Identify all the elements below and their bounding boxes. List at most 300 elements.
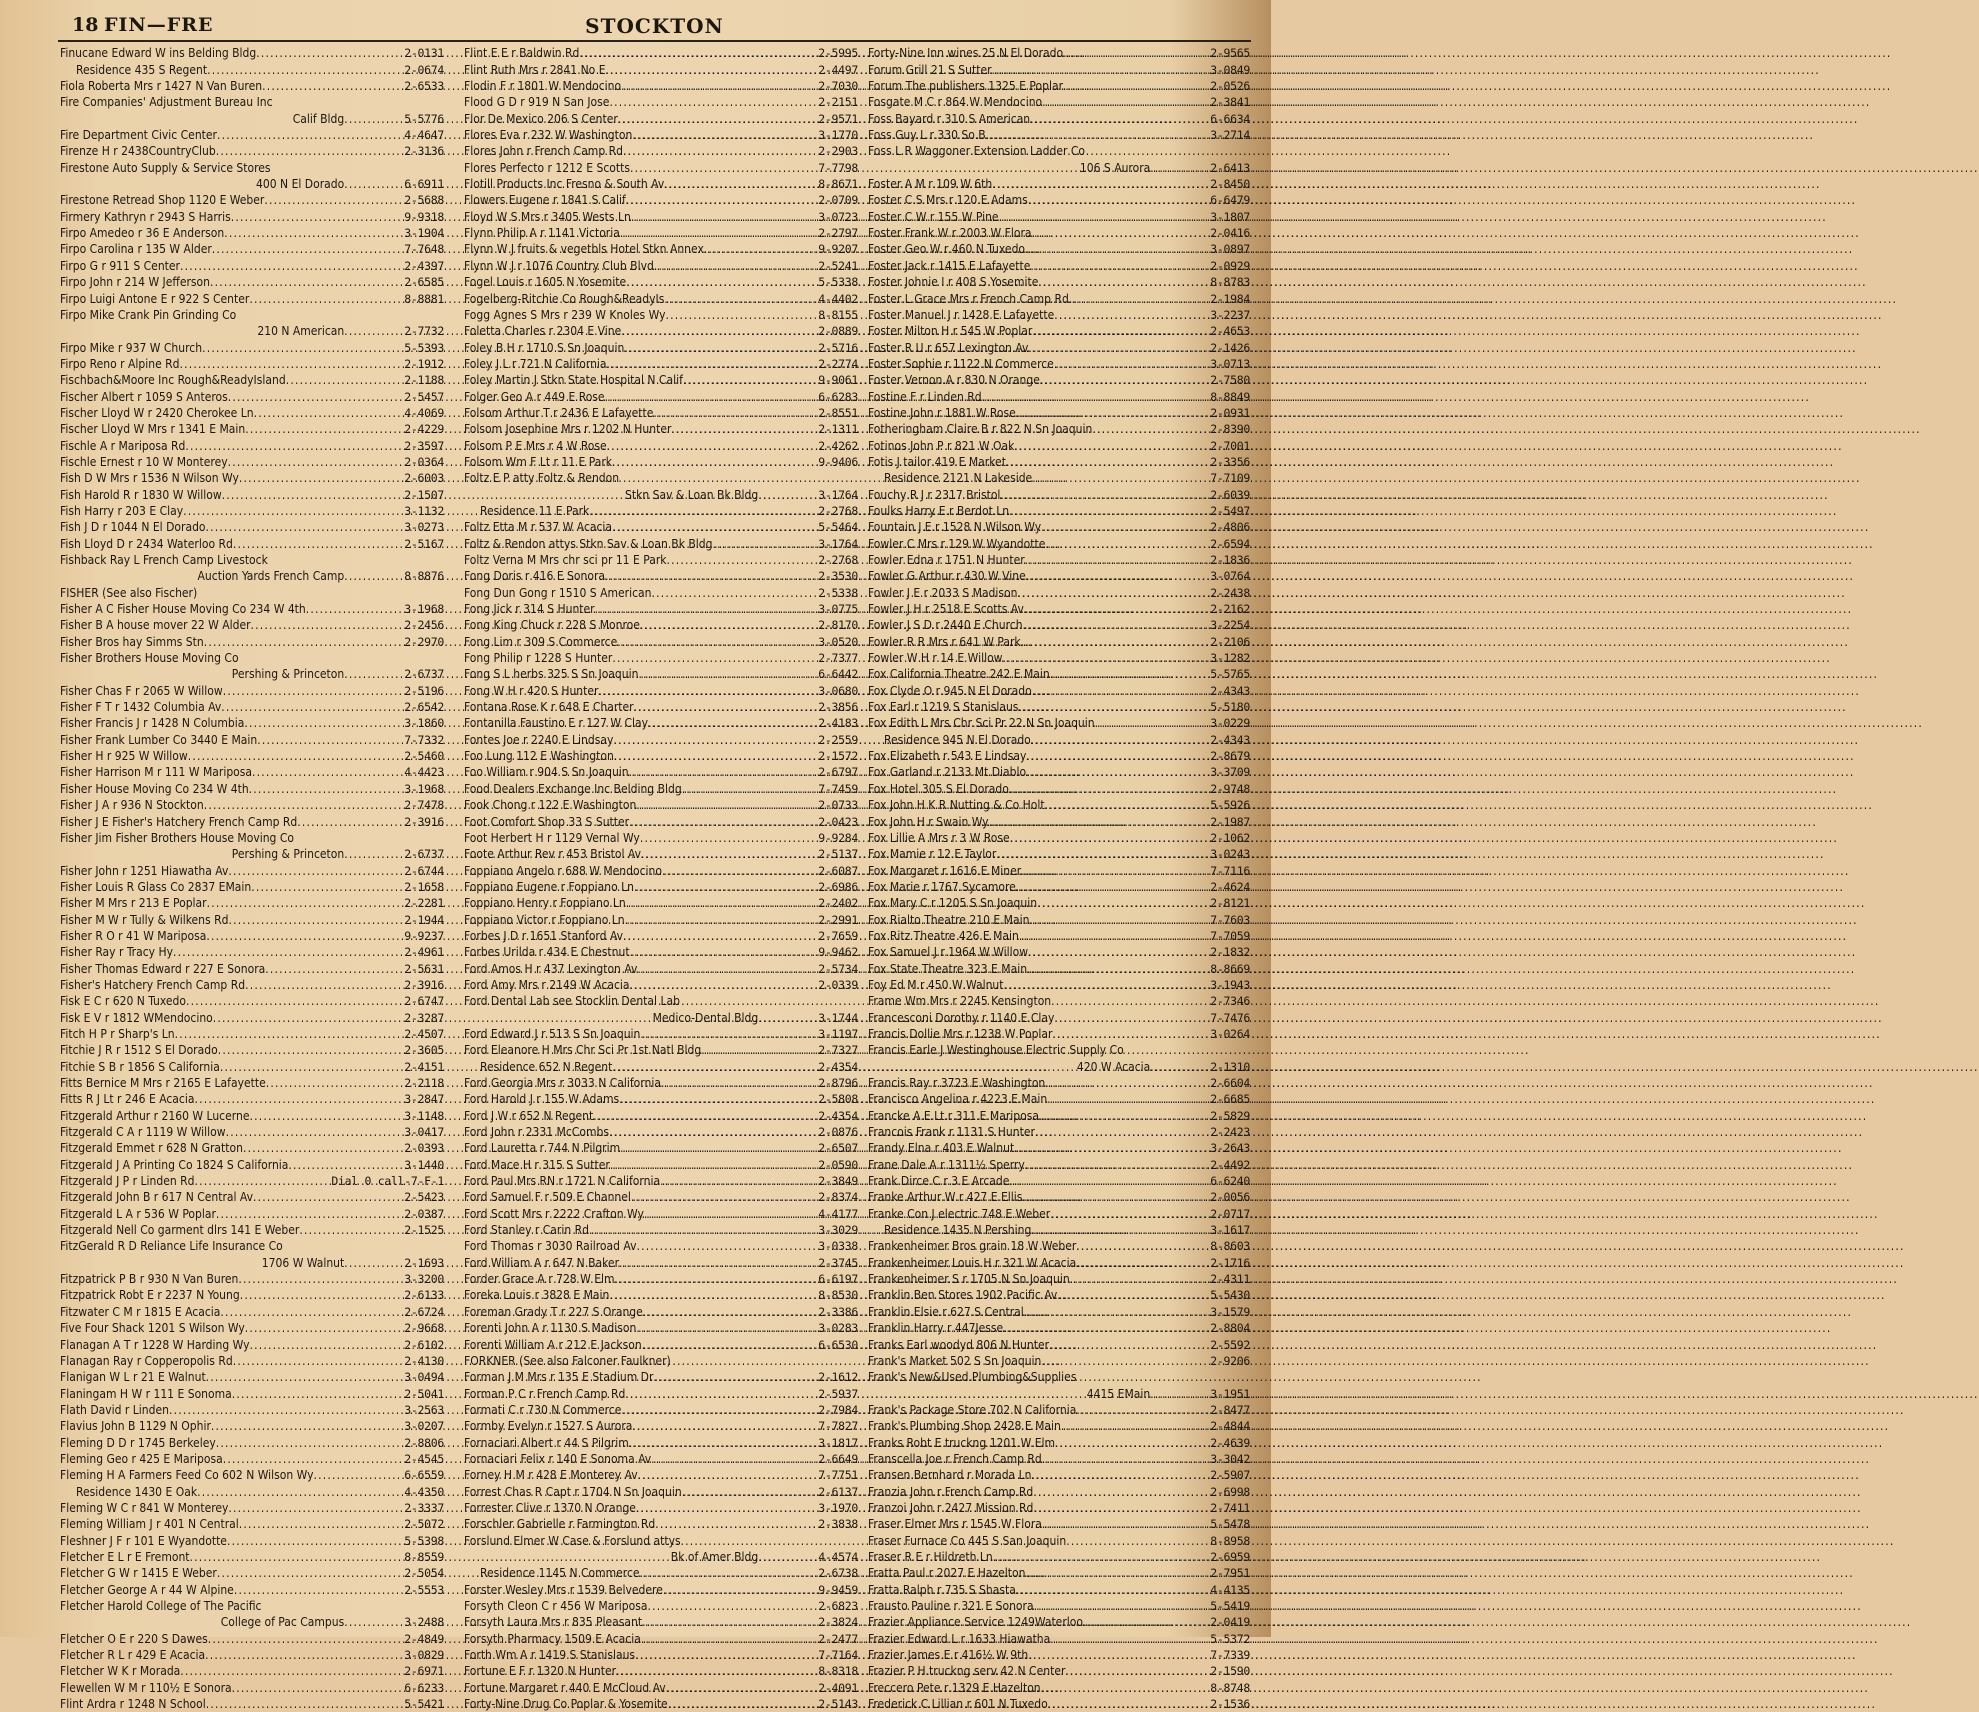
leader-dots — [206, 928, 404, 944]
listing-phone: 2-4545 — [404, 1451, 444, 1466]
listing-phone: 3-0829 — [404, 1648, 444, 1663]
listing-entry — [464, 928, 858, 944]
listing-entry — [464, 731, 858, 747]
listing-name: Ford Thomas r 3030 Railroad Av — [464, 1239, 637, 1254]
listing-entry — [868, 1663, 1250, 1679]
listing-name: Foster L Grace Mrs r French Camp Rd — [868, 291, 1069, 306]
listing-phone: 2-4624 — [1210, 879, 1250, 894]
listing-entry — [868, 1516, 1250, 1532]
listing-name: Francis Dollie Mrs r 1238 W Poplar — [868, 1026, 1053, 1041]
listing-phone: 2-0339 — [818, 977, 858, 992]
listing-phone: 2-3605 — [404, 1043, 444, 1058]
listing-name: Firpo John r 214 W Jefferson — [60, 275, 210, 290]
listing-phone: 2-2281 — [404, 896, 444, 911]
listing-phone: 2-0131 — [404, 46, 444, 61]
listing-name: Fletcher E L r E Fremont — [60, 1549, 190, 1564]
leader-dots — [1018, 699, 1210, 715]
listing-entry — [464, 110, 858, 126]
listing-name: Forum Grill 21 S Sutter — [868, 62, 992, 77]
listing-phone: 2-6003 — [404, 471, 444, 486]
listing-entry — [868, 1614, 1250, 1630]
leader-dots — [614, 748, 818, 764]
listing-name: Fountain J E r 1528 N Wilson Wy — [868, 520, 1042, 535]
leader-dots — [1054, 1010, 1210, 1026]
listing-name: Fox Clyde O r 945 N El Dorado — [868, 683, 1032, 698]
leader-dots — [1019, 928, 1210, 944]
listing-entry — [868, 356, 1250, 372]
leader-dots — [251, 879, 404, 895]
listing-name: Ford Scott Mrs r 2222 Crafton Wy — [464, 1206, 644, 1221]
listing-name: Fitzgerald John B r 617 N Central Av — [60, 1190, 254, 1205]
leader-dots — [313, 1467, 404, 1483]
listing-phone: 2-1525 — [404, 1223, 444, 1238]
listing-entry — [868, 797, 1250, 813]
listing-phone: 2-2423 — [1210, 1125, 1250, 1140]
listing-name: Fitts Bernice M Mrs r 2165 E Lafayette — [60, 1076, 266, 1090]
leader-dots — [173, 944, 404, 960]
listing-entry — [868, 1287, 1250, 1303]
listing-phone: 2-2797 — [818, 226, 858, 241]
listing-name: Flores John r French Camp Rd — [464, 144, 623, 159]
listing-name: Residence 11 E Park — [480, 503, 590, 518]
listing-name: Forder Grace A r 728 W Elm — [464, 1272, 615, 1287]
city-title: STOCKTON — [585, 14, 724, 38]
leader-dots — [630, 944, 819, 960]
leader-dots — [630, 160, 818, 176]
listing-entry — [464, 94, 858, 110]
listing-phone: 3-1817 — [818, 1435, 858, 1450]
listing-name: Franks Robt E truckng 1201 W Elm — [868, 1435, 1056, 1450]
listing-name: Francis Earle J Westinghouse Electric Supply Co — [868, 1043, 1124, 1058]
listing-entry — [868, 1075, 1250, 1091]
listing-name: Foo William r 904 S Sn Joaquin — [464, 765, 629, 780]
listing-name: Fisher Francis J r 1428 N Columbia — [60, 716, 245, 731]
listing-phone: 6-6442 — [818, 667, 858, 682]
listing-name: Fraser Elmer Mrs r 1545 W Flora — [868, 1517, 1042, 1532]
leader-dots — [1049, 1337, 1210, 1353]
listing-phone: 2-4343 — [1210, 683, 1250, 698]
leader-dots — [629, 764, 819, 780]
listing-name: Forth Wm A r 1419 S Stanislaus — [464, 1648, 636, 1663]
leader-dots — [207, 895, 405, 911]
listing-name: 106 S Aurora — [1079, 160, 1151, 175]
listing-entry — [464, 895, 858, 911]
leader-dots — [1006, 454, 1210, 470]
listing-entry — [464, 1598, 858, 1614]
listing-name: Fratta Ralph r 735 S Shasta — [868, 1582, 1016, 1597]
listing-phone: 7-7648 — [404, 242, 444, 257]
leader-dots — [668, 1696, 819, 1712]
listing-phone: 9-9061 — [818, 373, 858, 388]
listing-entry — [60, 1140, 444, 1156]
listing-name: Fisher Frank Lumber Co 3440 E Main — [60, 732, 258, 747]
listing-entry — [60, 1402, 444, 1418]
listing-phone: 2-3530 — [818, 569, 858, 584]
leader-dots — [306, 601, 404, 617]
listing-entry — [464, 1058, 858, 1074]
listing-phone: 2-9571 — [818, 111, 858, 126]
listing-phone: 2-0733 — [818, 798, 858, 813]
listing-phone: 2-0889 — [818, 324, 858, 339]
listing-phone: 2-2903 — [818, 144, 858, 159]
listing-entry — [60, 274, 444, 290]
listing-name: 400 N El Dorado — [256, 177, 345, 192]
listing-name: Flynn W J fruits & vegetbls Hotel Stkn Annex — [464, 242, 704, 257]
listing-entry — [60, 1532, 444, 1548]
listing-name: Fisher J E Fisher's Hatchery French Camp Rd — [60, 814, 298, 829]
listing-name: Food Dealers Exchange Inc Belding Bldg — [464, 781, 682, 796]
listing-phone: 6-6283 — [818, 389, 858, 404]
listing-entry — [464, 486, 858, 502]
listing-entry — [60, 846, 444, 862]
listing-phone: 7-7059 — [1210, 928, 1250, 943]
leader-dots — [1009, 1173, 1210, 1189]
listing-name: Fisher Bros hay Simms Stn — [60, 634, 204, 649]
listing-name: Fleming W C r 841 W Monterey — [60, 1500, 229, 1515]
leader-dots — [642, 1614, 818, 1630]
listing-phone: 2-5907 — [1210, 1468, 1250, 1483]
leader-dots — [205, 1647, 404, 1663]
listing-phone: 2-6823 — [818, 1599, 858, 1613]
leader-dots — [1047, 1091, 1210, 1107]
listing-name: Flotill Products Inc Fresno & South Av — [464, 177, 665, 192]
listing-name: Flint Ardra r 1248 N School — [60, 1697, 206, 1712]
listing-phone: 2-4849 — [404, 1631, 444, 1646]
listing-phone: 2-3136 — [404, 144, 444, 159]
listing-phone: 2-6585 — [404, 275, 444, 290]
listing-columns — [60, 45, 1250, 1712]
leader-dots — [1076, 1238, 1210, 1254]
listing-phone: 3-1968 — [404, 602, 444, 617]
listing-entry — [868, 1058, 1250, 1074]
listing-phone: 3-0520 — [818, 634, 858, 649]
listing-entry — [464, 1336, 858, 1352]
listing-name: Foppiano Victor r Foppiano Ln — [464, 912, 625, 927]
listing-name: Frank's Package Store 702 N California — [868, 1402, 1077, 1417]
leader-dots — [344, 323, 404, 339]
listing-phone: 2-5072 — [404, 1517, 444, 1532]
listing-phone: 2-0931 — [1210, 405, 1250, 420]
listing-name: Frazier Appliance Service 1249Waterloo — [868, 1615, 1083, 1630]
listing-name: Frame Wm Mrs r 2245 Kensington — [868, 994, 1052, 1009]
listing-name: Fowler C Mrs r 129 W Wyandotte — [868, 536, 1046, 551]
listing-phone: 8-8849 — [1210, 389, 1250, 404]
listing-entry — [868, 682, 1250, 698]
listing-name: Foster Manuel J r 1428 E Lafayette — [868, 307, 1055, 322]
leader-dots — [625, 912, 819, 928]
listing-entry — [60, 454, 444, 470]
listing-name: Forschler Gabrielle r Farmington Rd — [464, 1517, 656, 1532]
listing-phone: 9-9462 — [818, 945, 858, 960]
listing-name: Frankenheimer Bros grain 18 W Weber — [868, 1239, 1077, 1254]
listing-phone: 2-6604 — [1210, 1076, 1250, 1090]
listing-name: Fitts R J Lt r 246 E Acacia — [60, 1092, 195, 1107]
listing-phone: 6-6197 — [818, 1272, 858, 1287]
listing-entry — [464, 1009, 858, 1025]
listing-entry — [60, 1075, 444, 1091]
listing-phone: 2-5423 — [404, 1190, 444, 1205]
listing-phone: 9-9237 — [404, 928, 444, 943]
listing-name: Fitzgerald C A r 1119 W Willow — [60, 1125, 226, 1140]
listing-name: Fischbach&Moore Inc Rough&ReadyIsland — [60, 373, 286, 388]
listing-name: Forenti John A r 1130 S Madison — [464, 1321, 637, 1336]
listing-name: College of Pac Campus — [220, 1615, 345, 1630]
listing-entry — [60, 1418, 444, 1434]
leader-dots — [1028, 944, 1210, 960]
leader-dots — [1035, 1124, 1210, 1140]
listing-entry — [868, 879, 1250, 895]
listing-name: Firpo Mike Crank Pin Grinding Co — [60, 307, 237, 322]
listing-name: Fletcher W K r Morada — [60, 1664, 181, 1679]
listing-name: Flanagan A T r 1228 W Harding Wy — [60, 1337, 250, 1352]
listing-entry — [60, 1353, 444, 1369]
listing-name: Franklin Elsie r 627 S Central — [868, 1304, 1024, 1319]
listing-name: Folsom P E Mrs r 4 W Rose — [464, 438, 607, 453]
listing-entry — [60, 339, 444, 355]
listing-entry — [60, 372, 444, 388]
listing-phone: 2-2402 — [818, 896, 858, 911]
listing-phone: 2-8374 — [818, 1190, 858, 1205]
leader-dots — [631, 1189, 818, 1205]
listing-entry — [868, 159, 1250, 175]
listing-phone: 2-6542 — [404, 700, 444, 715]
leader-dots — [605, 389, 819, 405]
listing-entry — [60, 143, 444, 159]
leader-dots — [1032, 225, 1211, 241]
listing-phone: 2-5196 — [404, 683, 444, 698]
listing-entry — [464, 1124, 858, 1140]
listing-name: Fisher H r 925 W Willow — [60, 749, 188, 764]
listing-phone: 2-5457 — [404, 389, 444, 404]
listing-phone: 3-1579 — [1210, 1304, 1250, 1319]
leader-dots — [629, 1435, 818, 1451]
leader-dots — [701, 1042, 818, 1058]
listing-name: Fosgate M C r 864 W Mendocino — [868, 95, 1043, 110]
listing-phone: 2-5137 — [818, 847, 858, 862]
leader-dots — [609, 1287, 818, 1303]
leader-dots — [344, 666, 404, 682]
alphabetical-range: FIN—FRE — [104, 14, 214, 36]
listing-entry — [60, 830, 444, 846]
listing-name: Fox Edith L Mrs Chr Sci Pr 22 N Sn Joaquin — [868, 716, 1095, 731]
listing-entry — [60, 1336, 444, 1352]
listing-entry — [868, 1500, 1250, 1516]
leader-dots — [220, 1059, 404, 1075]
listing-name: Fox Margaret r 1616 E Miner — [868, 863, 1022, 878]
listing-phone: 2-4354 — [818, 1108, 858, 1123]
listing-name: Fogelberg-Ritchie Co Rough&ReadyIs — [464, 291, 665, 306]
listing-entry — [868, 388, 1250, 404]
listing-name: Pershing & Princeton — [231, 847, 345, 862]
listing-phone: 5-5421 — [404, 1697, 444, 1712]
listing-phone: 2-6724 — [404, 1304, 444, 1319]
listing-phone: 5-5478 — [1210, 1517, 1250, 1532]
listing-phone: 2-7732 — [404, 324, 444, 339]
leader-dots — [606, 62, 819, 78]
listing-phone: 2-6797 — [818, 765, 858, 780]
listing-entry — [464, 1549, 858, 1565]
listing-name: Ford Harold J r 155 W Adams — [464, 1092, 620, 1107]
listing-name: 210 N American — [257, 324, 345, 339]
listing-name: Fong Philip r 1228 S Hunter — [464, 651, 613, 666]
listing-name: Fischer Lloyd W Mrs r 1341 E Main — [60, 422, 246, 437]
listing-phone: 6-6634 — [1210, 111, 1250, 126]
listing-phone: 2-5734 — [818, 961, 858, 976]
listing-name: Fox Mamie r 12 E Taylor — [868, 847, 997, 862]
listing-name: Fox Mary C r 1205 S Sn Joaquin — [868, 896, 1038, 911]
listing-name: Frazier Edward L r 1633 Hiawatha — [868, 1631, 1051, 1646]
listing-name: Foot Herbert H r 1129 Vernal Wy — [464, 830, 640, 845]
leader-dots — [175, 1026, 405, 1042]
listing-entry — [868, 617, 1250, 633]
listing-name: Forsyth Laura Mrs r 835 Pleasant — [464, 1615, 643, 1630]
listing-name: Foster C W r 155 W Pine — [868, 209, 999, 224]
leader-dots — [239, 1516, 404, 1532]
listing-entry — [464, 764, 858, 780]
listing-entry — [60, 176, 444, 192]
listing-phone: 5-5398 — [404, 1533, 444, 1548]
listing-name: Fleming Geo r 425 E Mariposa — [60, 1451, 223, 1466]
listing-entry — [464, 1222, 858, 1238]
listing-name: Fitzwater C M r 1815 E Acacia — [60, 1304, 221, 1319]
listing-name: Flint E E r Baldwin Rd — [464, 46, 580, 61]
listing-phone: 7-7751 — [818, 1468, 858, 1483]
leader-dots — [207, 62, 404, 78]
listing-phone: 3-0229 — [1210, 716, 1250, 731]
leader-dots — [1028, 1647, 1210, 1663]
listing-phone: 2-4507 — [404, 1026, 444, 1041]
listing-name: Freccero Pete r 1329 E Hazelton — [868, 1680, 1041, 1695]
leader-dots — [993, 1549, 1211, 1565]
leader-dots — [1016, 405, 1210, 421]
leader-dots — [1030, 258, 1210, 274]
listing-entry — [868, 143, 1250, 159]
listing-phone: 2-4091 — [818, 1680, 858, 1695]
leader-dots — [188, 748, 405, 764]
listing-name: Fowler J H r 2518 E Scotts Av — [868, 602, 1024, 617]
listing-entry — [464, 1647, 858, 1663]
leader-dots — [1061, 1418, 1210, 1434]
listing-entry — [464, 1467, 858, 1483]
listing-phone: 3-3029 — [818, 1223, 858, 1238]
leader-dots — [344, 846, 404, 862]
leader-dots — [682, 781, 819, 797]
listing-phone: 2-1832 — [1210, 945, 1250, 960]
listing-entry — [60, 1630, 444, 1646]
listing-entry — [464, 421, 858, 437]
listing-entry — [60, 797, 444, 813]
listing-name: Foletta Charles r 2304 E Vine — [464, 324, 622, 339]
listing-name: Fischer Albert r 1059 S Anteros — [60, 389, 228, 404]
leader-dots — [216, 1206, 404, 1222]
leader-dots — [1083, 1614, 1210, 1630]
listing-phone: 5-5372 — [1210, 1631, 1250, 1646]
leader-dots — [1048, 1696, 1211, 1712]
listing-entry — [464, 470, 858, 486]
listing-phone: 7-7476 — [1210, 1010, 1250, 1025]
listing-phone: 2-5688 — [404, 193, 444, 208]
listing-phone: 2-6413 — [1210, 160, 1250, 175]
listing-entry — [464, 617, 858, 633]
listing-phone: 7-7827 — [818, 1419, 858, 1434]
leader-dots — [1003, 650, 1211, 666]
listing-phone: 2-4262 — [818, 438, 858, 453]
listing-entry — [868, 519, 1250, 535]
listing-phone: 3-3200 — [404, 1272, 444, 1287]
listing-name: Fostine John r 1881 W Rose — [868, 405, 1016, 420]
listing-entry — [464, 1369, 858, 1385]
listing-phone: 2-6507 — [818, 1141, 858, 1156]
leader-dots — [619, 1255, 818, 1271]
listing-name: Residence 1430 E Oak — [76, 1484, 198, 1499]
listing-phone: 8-8671 — [818, 177, 858, 192]
listing-name: Fox State Theatre 323 E Main — [868, 961, 1028, 976]
listing-phone: 2-8450 — [1210, 177, 1250, 192]
leader-dots — [1034, 1598, 1211, 1614]
listing-phone: 4-4177 — [818, 1206, 858, 1221]
listing-entry — [464, 846, 858, 862]
listing-phone: 2-0416 — [1210, 226, 1250, 241]
listing-entry — [868, 176, 1250, 192]
listing-phone: 2-4354 — [818, 1059, 858, 1074]
listing-entry — [464, 1026, 858, 1042]
leader-dots — [344, 1614, 404, 1630]
listing-name: Forbes J D r 1651 Stanford Av — [464, 928, 624, 943]
leader-dots — [222, 487, 405, 503]
leader-dots — [579, 45, 818, 61]
leader-dots — [631, 209, 818, 225]
listing-phone: 8-8603 — [1210, 1239, 1250, 1254]
listing-phone: 2-1311 — [818, 422, 858, 437]
leader-dots — [220, 1304, 404, 1320]
leader-dots — [224, 225, 404, 241]
leader-dots — [598, 683, 818, 699]
listing-entry — [868, 274, 1250, 290]
listing-name: Forty-Nine Drug Co Poplar & Yosemite — [464, 1697, 668, 1712]
listing-entry — [60, 535, 444, 551]
listing-phone: 2-1658 — [404, 879, 444, 894]
listing-entry — [464, 1353, 858, 1369]
listing-name: Frederick C Lillian r 601 N Tuxedo — [868, 1697, 1048, 1712]
listing-phone: 3-0680 — [818, 683, 858, 698]
leader-dots — [616, 1663, 818, 1679]
listing-entry — [464, 584, 858, 600]
leader-dots — [636, 1238, 818, 1254]
listing-entry — [464, 274, 858, 290]
listing-phone: 3-0264 — [1210, 1026, 1250, 1041]
listing-name: Ford Samuel F r 509 E Channel — [464, 1190, 631, 1205]
leader-dots — [297, 814, 404, 830]
listing-entry — [868, 1303, 1250, 1319]
listing-name: 1706 W Walnut — [261, 1255, 345, 1270]
listing-name: Five Four Shack 1201 S Wilson Wy — [60, 1321, 245, 1336]
leader-dots — [651, 585, 818, 601]
listing-name: Forman J M Mrs r 135 E Stadium Dr — [464, 1370, 654, 1385]
listing-entry — [868, 1238, 1250, 1254]
listing-phone: Dial 0 call-7-F-1 — [331, 1174, 444, 1189]
listing-name: Auction Yards French Camp — [197, 569, 345, 584]
listing-phone: 2-5241 — [818, 258, 858, 273]
listing-name: Firpo Luigi Antone E r 922 S Center — [60, 291, 250, 306]
listing-phone: 2-9565 — [1210, 46, 1250, 61]
listing-name: Foppiano Henry r Foppiano Ln — [464, 896, 626, 911]
listing-phone: 2-5460 — [404, 749, 444, 764]
listing-phone: 3-0723 — [818, 209, 858, 224]
listing-name: Fisher's Hatchery French Camp Rd — [60, 977, 246, 992]
listing-phone: 2-1310 — [1210, 1059, 1250, 1074]
leader-dots — [667, 552, 819, 568]
listing-phone: 2-6594 — [1210, 536, 1250, 551]
